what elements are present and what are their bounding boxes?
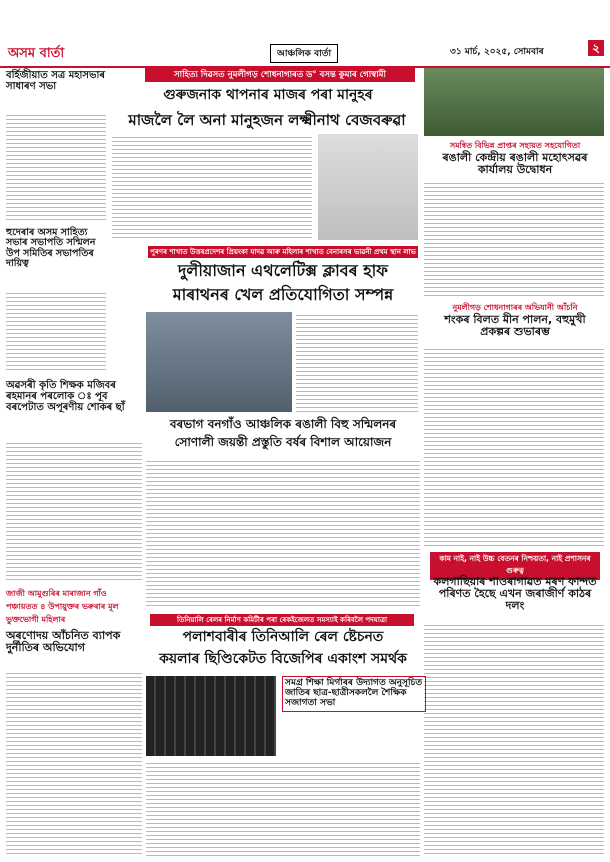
bihu-headline-1: বৰভাগ বনগাঁও আঞ্চলিক ৰঙালী বিহু সন্মিলনৰ xyxy=(169,417,397,431)
right-headline-1: ৰঙালী কেন্দ্ৰীয় ৰঙালী মহোৎসৱৰ কাৰ্যালয় উদ্বোধন xyxy=(442,151,588,177)
right-article-1-text xyxy=(424,180,604,298)
left-headline-2: হুদেৰাৰ অসম সাহিত্য সভাৰ সভাপতি সন্মিলন উপ সমিতিৰ সভাপতিৰ দায়িত্ব xyxy=(6,227,96,270)
marathon-headline-1: দুলীয়াজান এথলেটিক্স ক্লাবৰ হাফ xyxy=(178,261,388,280)
railway-headline-2: কয়লাৰ ছিণ্ডিকেটত বিজেপিৰ একাংশ সমৰ্থক xyxy=(159,651,407,667)
left-article-2-text xyxy=(6,290,106,370)
coal-photo xyxy=(146,676,276,756)
bihu-headline-2: সোণালী জয়ন্তী প্ৰস্তুতি বৰ্ষৰ বিশাল আয়োজন xyxy=(174,435,392,449)
left-article-1-text xyxy=(6,112,106,222)
section-title: আঞ্চলিক বাৰ্তা xyxy=(270,44,338,63)
marathon-text xyxy=(296,312,418,412)
top-story-headline-2: মাজলৈ লৈ অনা মানুহজন লক্ষ্মীনাথ বেজবৰুৱা xyxy=(128,111,406,129)
left-headline-3: অৱসৰী কৃতি শিক্ষক মজিবৰ ৰহমানৰ পৰলোক ঃ পূব বৰপেটাত অপূৰণীয় শোকৰ ছাঁ xyxy=(6,380,125,413)
left-article-3-text xyxy=(6,440,142,580)
right-article-2-text xyxy=(424,346,604,546)
marathon-headline-2: মাৰাথনৰ খেল প্ৰতিযোগিতা সম্পন্ন xyxy=(172,285,394,304)
railway-kicker: তিনিয়ালি ৰেলৰ নিৰ্মাণ কমিটীৰ পৰা ৰেকইজেলত সমস্যাই কৰিবলৈ পদযাত্ৰা xyxy=(150,614,414,626)
top-story-kicker: সাহিত্য দিৱসত নুমলীগড় শোধনাগাৰত ড° বসন্ত কুমাৰ গোস্বামী xyxy=(145,68,415,82)
right-kicker-1: সমন্বিত বিভিন্ন প্ৰাপ্তৰ সহায়ত সহযোগিতা xyxy=(449,141,581,150)
right-headline-3: কলগাছিয়াৰ শাওৰাগাৱত মৰণ ফান্দত পৰিণত হৈছে এখন জৰাজীৰ্ণ কাঠৰ দলং xyxy=(433,575,597,613)
top-story-photo xyxy=(318,134,418,240)
right-headline-2: শংকৰ বিলত মীন পালন, বহুমুখী প্ৰকল্পৰ শুভাৰম্ভ xyxy=(444,313,586,339)
marathon-photo xyxy=(146,312,292,412)
top-story-headline-1: গুৰুজনাক থাপনাৰ মাজৰ পৰা মানুহৰ xyxy=(163,87,373,103)
railway-headline-1: পলাশবাৰীৰ তিনিআলি ৰেল ষ্টেচনত xyxy=(182,629,384,645)
left-article-4-text xyxy=(6,670,142,856)
festival-office-photo xyxy=(424,68,604,136)
page-number: ২ xyxy=(588,40,604,56)
newspaper-logo: অসম বাৰ্তা xyxy=(8,46,65,61)
education-headline: সমগ্ৰ শিক্ষা মিৰ্গাৰৰ উদ্যাগত অনুসূচিত জাতিৰ ছাত্ৰ-ছাত্ৰীসকললৈ শৈক্ষিক সজাগতা সভা xyxy=(282,676,426,712)
left-headline-1: বৰ্হিজীয়াত সত্ৰ মহাসভাৰ সাধাৰণ সভা xyxy=(6,70,105,92)
marathon-kicker: পুৰণৰ শাখাত উত্তৰপ্ৰদেশৰ প্ৰিয়ংকা যাদৱ আৰু মহিলাৰ শাখাত বেনাৰসৰ ভাৱনী প্ৰথম স্থান লাভ xyxy=(148,246,418,258)
top-story-text xyxy=(112,134,312,240)
bihu-text xyxy=(146,458,420,608)
issue-date: ৩১ মাৰ্চ, ২০২৫, সোমবাৰ xyxy=(450,47,544,57)
left-kicker-4: জাজী আমুগুৰিৰ মাৰাজান গাঁও পঞ্চায়তত ৪ উপায়ুক্তৰ ভৰুৰাৰ মূল ভুক্তভোগী মহিলাৰ xyxy=(6,589,119,624)
right-kicker-3: কাম নাই, নাই উচ্চ বেতনৰ নিশ্চয়তা, নাই প্ৰশাসনৰ গুৰুত্ব xyxy=(430,552,600,580)
left-headline-4: অৰণোদয় আঁচনিত ব্যাপক দুৰ্নীতিৰ অভিযোগ xyxy=(6,629,121,655)
right-article-3-text xyxy=(424,622,604,856)
right-kicker-2: নুমলীগড় শোধনাগাৰৰ অভিযানী আঁচনি xyxy=(452,303,578,312)
railway-text xyxy=(146,760,420,856)
